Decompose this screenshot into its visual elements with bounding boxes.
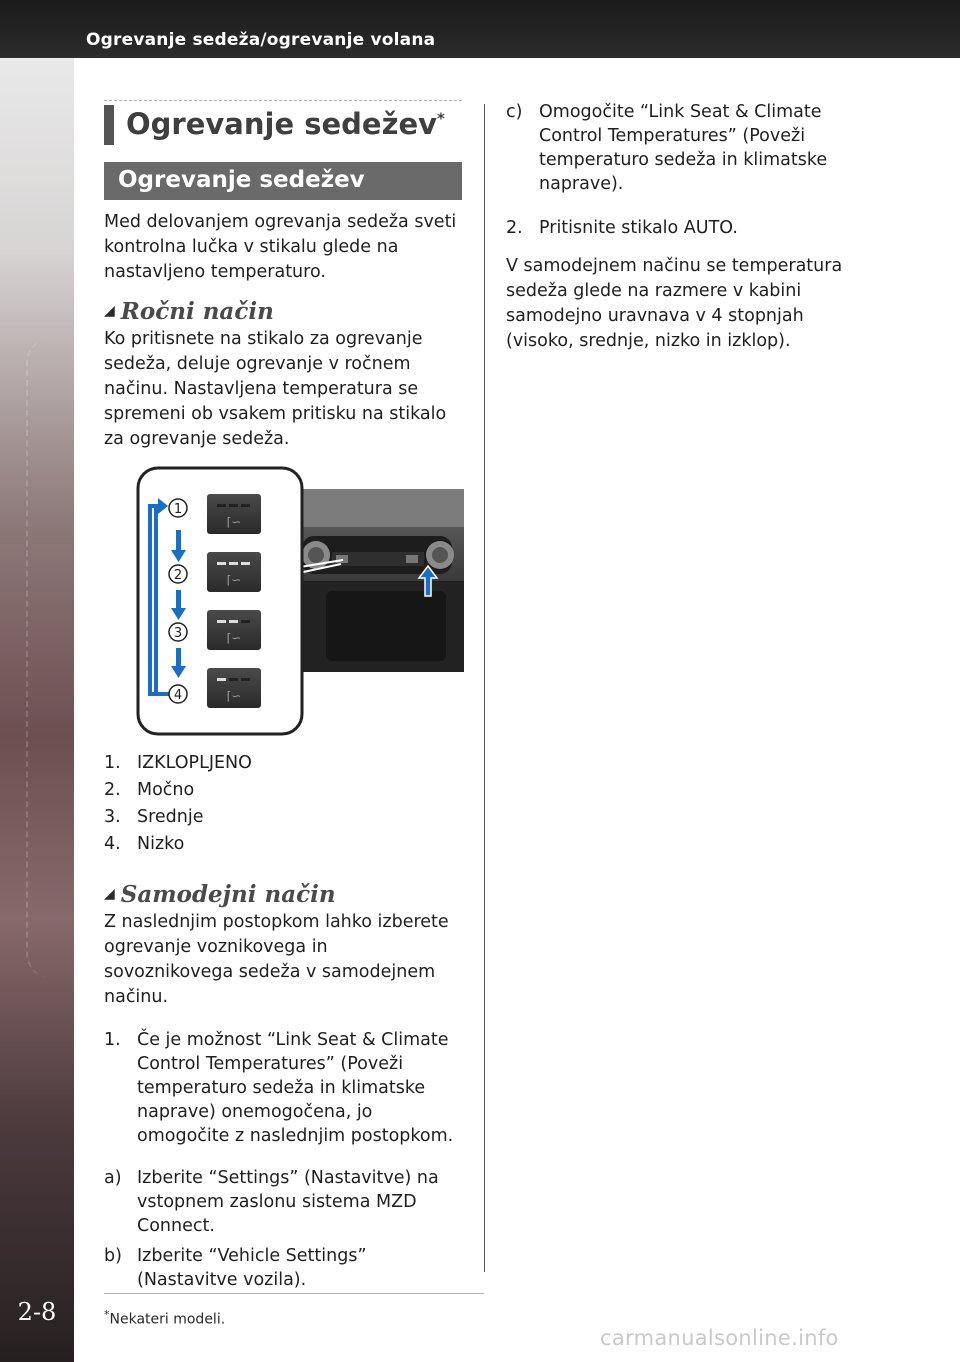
left-column: [104, 100, 462, 1292]
svg-text:4: 4: [173, 688, 183, 703]
auto-mode-heading: [104, 878, 462, 910]
step-number: b): [104, 1246, 122, 1266]
step-item: [104, 1166, 462, 1238]
list-item: [104, 804, 462, 831]
section-title-footnote-marker: *: [437, 109, 445, 128]
seat-heater-illustration: [136, 466, 466, 738]
sidebar-seat-photo: [0, 58, 74, 1362]
list-item-label: Močno: [137, 780, 195, 800]
step-text: Izberite “Settings” (Nastavitve) na vstopnem zaslonu sistema MZD Connect.: [137, 1168, 439, 1236]
svg-text:⌈∽: ⌈∽: [226, 573, 242, 587]
step-item: [104, 1244, 462, 1292]
manual-mode-heading-text: Ročni način: [120, 297, 274, 325]
header-title: Ogrevanje sedeža/ogrevanje volana: [86, 30, 436, 50]
list-item: [104, 831, 462, 858]
switch-state-off: [207, 494, 261, 534]
footnote-divider: [104, 1293, 484, 1294]
marker-3: [169, 623, 187, 641]
footnote-text: Nekateri modeli.: [109, 1311, 226, 1328]
list-item-number: 4.: [104, 834, 121, 854]
section-title-text: Ogrevanje sedežev: [126, 107, 438, 141]
list-item-label: Srednje: [137, 807, 204, 827]
seat-heater-figure: [136, 466, 466, 738]
list-item: [104, 750, 462, 777]
header-bar: [0, 0, 960, 58]
switch-state-high: [207, 552, 261, 592]
triangle-bullet-icon: ◢: [104, 886, 115, 902]
marker-1: [169, 499, 187, 517]
svg-text:2: 2: [173, 568, 183, 583]
auto-mode-heading-text: Samodejni način: [120, 880, 336, 908]
list-item-label: Nizko: [137, 834, 185, 854]
list-item-number: 3.: [104, 807, 121, 827]
step-text: Omogočite “Link Seat & Climate Control Temperatures” (Poveži temperaturo sedeža in klimatske naprave).: [539, 102, 828, 194]
svg-text:3: 3: [173, 626, 183, 641]
step-number: c): [506, 102, 523, 122]
svg-text:⌈∽: ⌈∽: [226, 515, 242, 529]
list-item-number: 1.: [104, 753, 121, 773]
seat-stitching: [26, 338, 76, 978]
step-item: [506, 100, 866, 196]
svg-text:⌈∽: ⌈∽: [226, 689, 242, 703]
list-item: [104, 777, 462, 804]
step-text: Če je možnost “Link Seat & Climate Control Temperatures” (Poveži temperaturo sedeža in klimatske naprave) onemogočena, jo omogočite z naslednjim postopkom.: [137, 1030, 454, 1146]
intro-paragraph: Med delovanjem ogrevanja sedeža sveti kontrolna lučka v stikalu glede na nastavljeno temperaturo.: [104, 212, 457, 282]
manual-mode-heading: [104, 295, 462, 327]
step-item: [506, 216, 866, 240]
svg-text:1: 1: [173, 502, 183, 517]
footnote: [104, 1308, 225, 1328]
triangle-bullet-icon: ◢: [104, 303, 115, 319]
auto-mode-paragraph: Z naslednjim postopkom lahko izberete ogrevanje voznikovega in sovoznikovega sedeža v samodejnem načinu.: [104, 912, 449, 1007]
auto-mode-closing-paragraph: V samodejnem načinu se temperatura sedeža glede na razmere v kabini samodejno uravnava v 4 stopnjah (visoko, srednje, nizko in izklop).: [506, 256, 843, 351]
section-subtitle: Ogrevanje sedežev: [104, 162, 462, 200]
figure-legend: [104, 750, 462, 858]
svg-text:⌈∽: ⌈∽: [226, 631, 242, 645]
column-divider: [484, 104, 485, 1272]
marker-4: [169, 685, 187, 703]
watermark: carmanualsonline.info: [600, 1326, 839, 1350]
title-bar-marker: [104, 105, 114, 145]
step-text: Izberite “Vehicle Settings” (Nastavitve vozila).: [137, 1246, 367, 1290]
step-number: 1.: [104, 1030, 121, 1050]
section-title: [104, 100, 462, 148]
page-number: 2-8: [17, 1298, 57, 1326]
manual-mode-paragraph: Ko pritisnete na stikalo za ogrevanje sedeža, deluje ogrevanje v ročnem načinu. Nastavljena temperatura se spremeni ob vsakem pritisku na stikalo za ogrevanje sedeža.: [104, 329, 447, 449]
footnote-marker: *: [104, 1308, 110, 1321]
step-item: [104, 1028, 462, 1148]
switch-state-low: [207, 668, 261, 708]
step-text: Pritisnite stikalo AUTO.: [539, 218, 738, 238]
switch-state-medium: [207, 610, 261, 650]
list-item-label: IZKLOPLJENO: [137, 753, 252, 773]
step-number: 2.: [506, 218, 523, 238]
marker-2: [169, 565, 187, 583]
right-column: [506, 100, 866, 354]
dashboard-photo: [292, 489, 464, 672]
step-number: a): [104, 1168, 122, 1188]
list-item-number: 2.: [104, 780, 121, 800]
